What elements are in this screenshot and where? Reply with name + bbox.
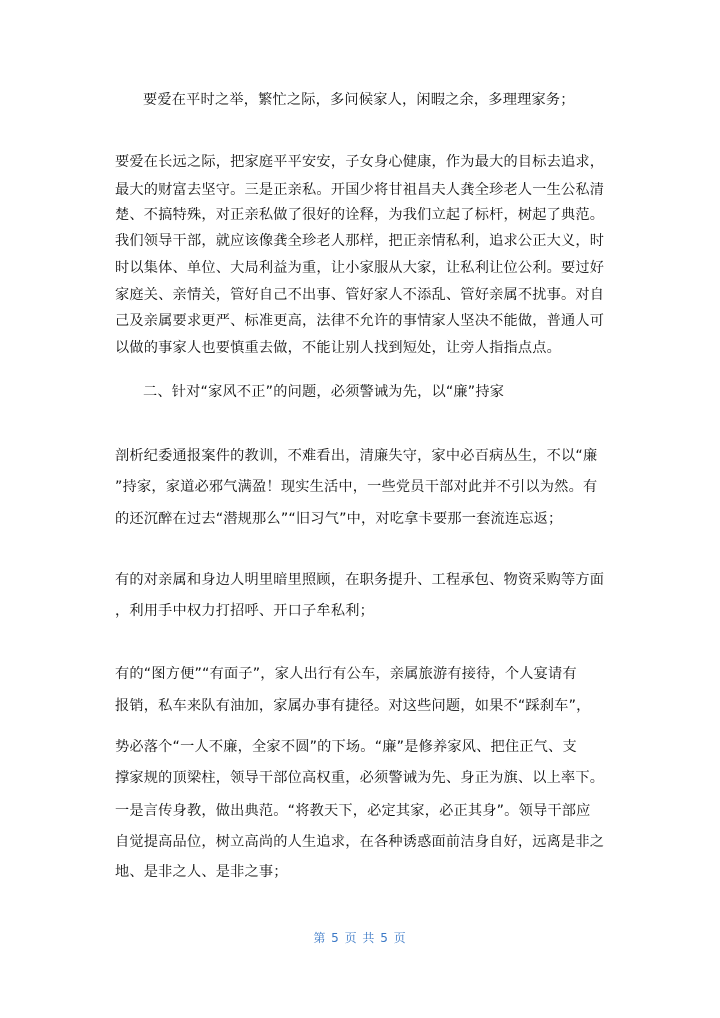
section-heading: 二、针对“家风不正”的问题，必须警诫为先，以“廉”持家 (143, 384, 505, 400)
paragraph-line: 最大的财富去坚守。三是正亲私。开国少将甘祖昌夫人龚全珍老人一生公私清 (115, 182, 605, 198)
paragraph-line: 剖析纪委通报案件的教训，不难看出，清廉失守，家中必百病丛生，不以“廉 (115, 448, 598, 464)
paragraph-line: 以做的事家人也要慎重去做，不能让别人找到短处，让旁人指指点点。 (115, 340, 562, 356)
paragraph-line: 己及亲属要求更严、标准更高，法律不允许的事情家人坚决不能做，普通人可 (115, 313, 605, 329)
paragraph-line: ”持家，家道必邪气满盈！现实生活中，一些党员干部对此并不引以为然。有 (115, 479, 598, 495)
paragraph-line: ，利用手中权力打招呼、开口子牟私利； (115, 603, 374, 619)
paragraph-line: 自觉提高品位，树立高尚的人生追求，在各种诱惑面前洁身自好，远离是非之 (115, 834, 605, 850)
paragraph-line: 时以集体、单位、大局利益为重，让小家服从大家，让私利让位公利。要过好 (115, 260, 605, 276)
paragraph-line: 撑家规的顶梁柱，领导干部位高权重，必须警诫为先、身正为旗、以上率下。 (115, 770, 605, 786)
paragraph-line: 势必落个“一人不廉，全家不圆”的下场。“廉”是修养家风、把住正气、支 (115, 739, 577, 755)
paragraph-line: 要爱在平时之举，繁忙之际，多问候家人，闲暇之余，多理理家务； (143, 92, 575, 108)
paragraph-line: 要爱在长远之际，把家庭平平安安，子女身心健康，作为最大的目标去追求， (115, 154, 605, 170)
paragraph-line: 地、是非之人、是非之事； (115, 864, 288, 880)
paragraph-line: 一是言传身教，做出典范。“将教天下，必定其家，必正其身”。领导干部应 (115, 803, 591, 819)
paragraph-line: 报销，私车来队有油加，家属办事有捷径。对这些问题，如果不“踩刹车”， (115, 698, 591, 714)
paragraph-line: 楚、不搞特殊，对正亲私做了很好的诠释，为我们立起了标杆，树起了典范。 (115, 207, 605, 223)
paragraph-line: 家庭关、亲情关，管好自己不出事、管好家人不添乱、管好亲属不扰事。对自 (115, 287, 605, 303)
paragraph-line: 有的对亲属和身边人明里暗里照顾，在职务提升、工程承包、物资采购等方面 (115, 572, 605, 588)
paragraph-line: 的还沉醉在过去“潜规那么”“旧习气”中，对吃拿卡要那一套流连忘返； (115, 511, 563, 527)
paragraph-line: 有的“图方便”“有面子”，家人出行有公车，亲属旅游有接待，个人宴请有 (115, 666, 577, 682)
page-number-footer: 第 5 页 共 5 页 (313, 931, 407, 945)
paragraph-line: 我们领导干部，就应该像龚全珍老人那样，把正亲情私利，追求公正大义，时 (115, 233, 605, 249)
